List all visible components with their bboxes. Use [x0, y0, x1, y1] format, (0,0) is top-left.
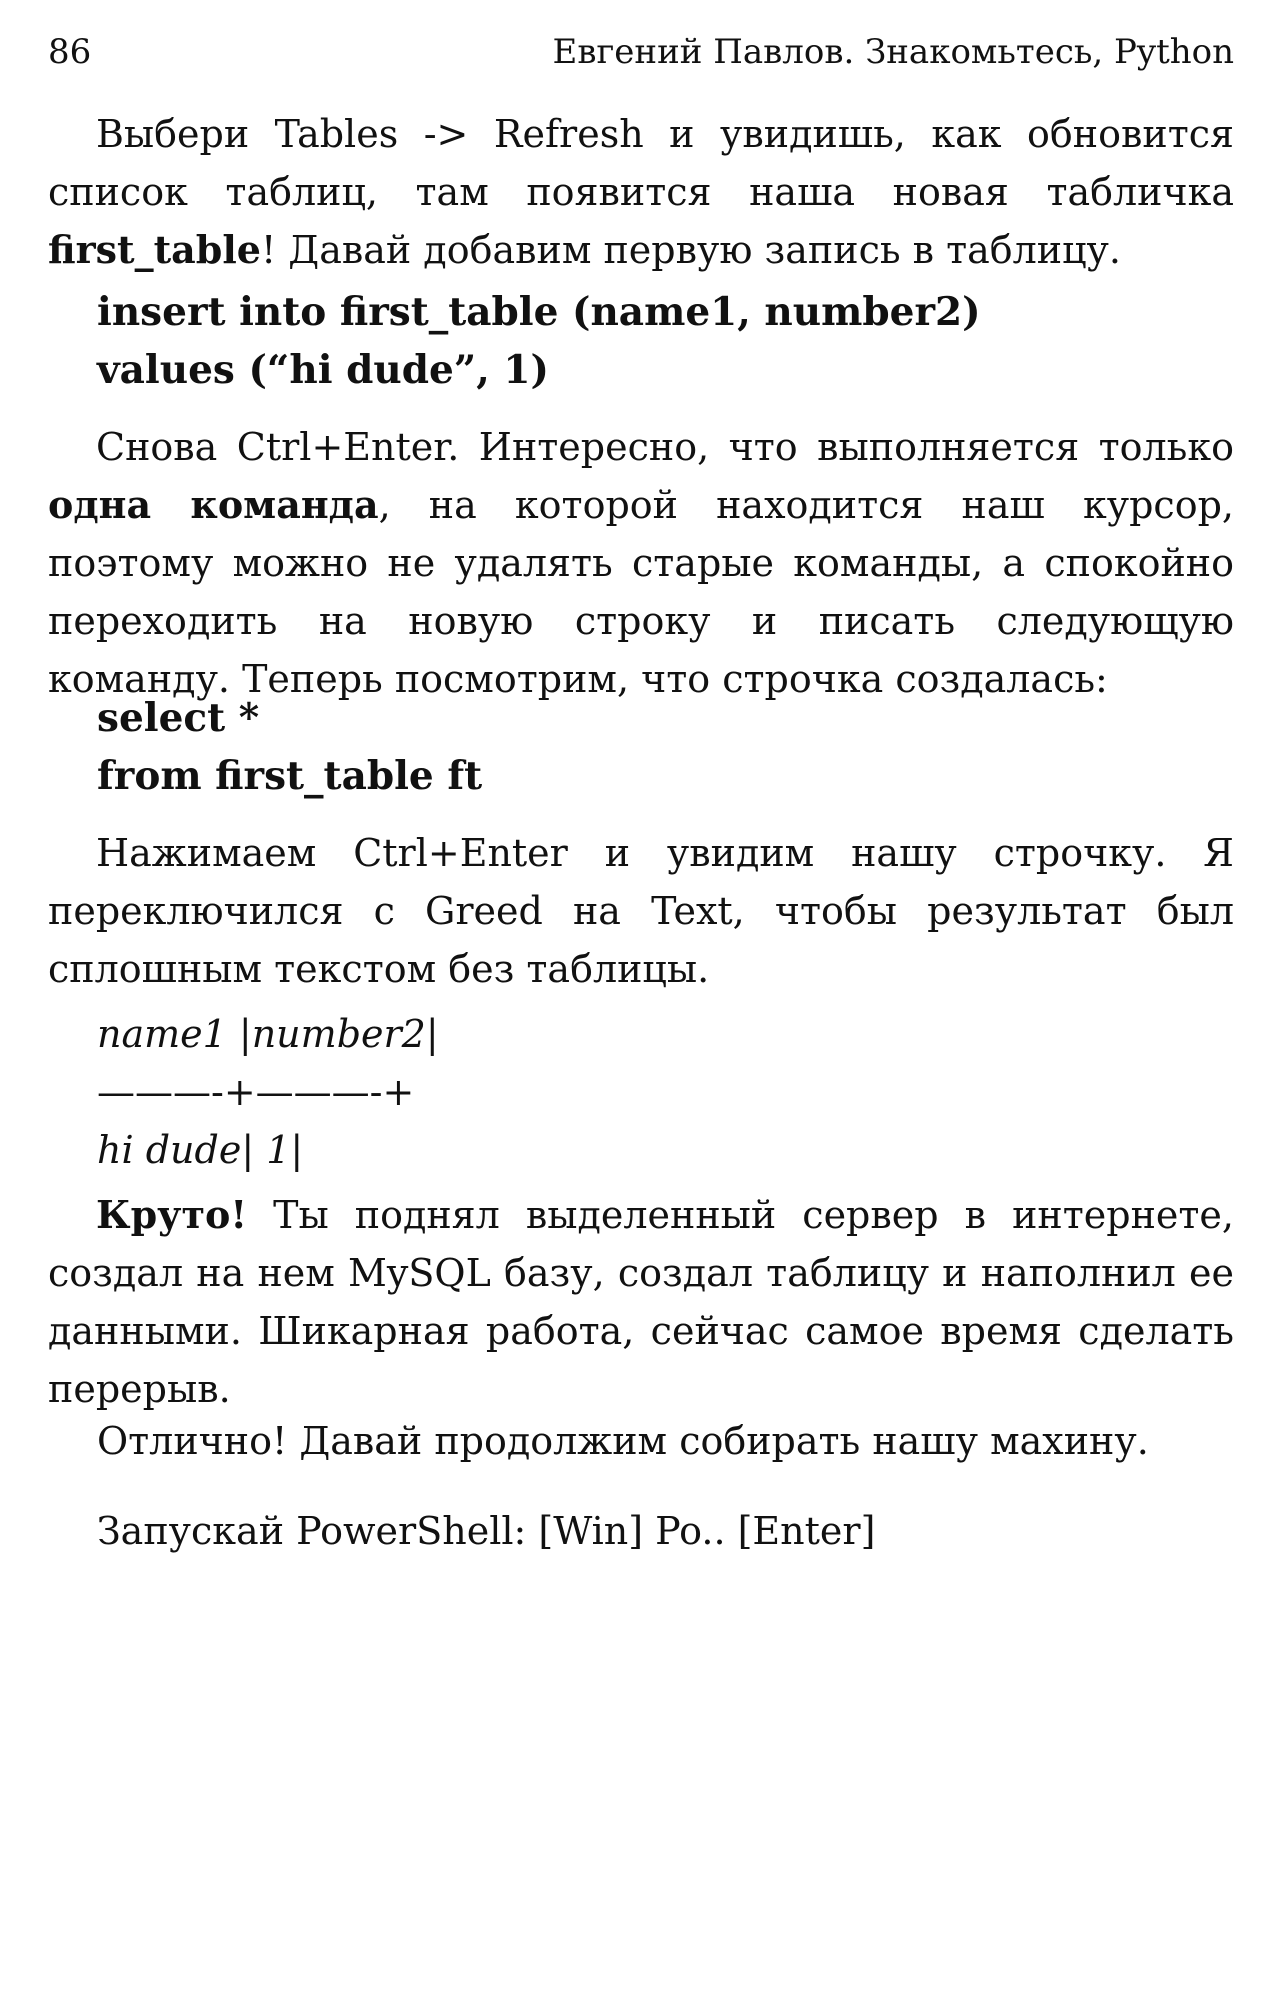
text-run: Нажимаем Ctrl+Enter и увидим нашу строчку. Я переключился с Greed на Text, чтобы результат был сплошным текстом без таблицы.: [48, 831, 1234, 991]
bold-text-run: first_table: [48, 227, 261, 272]
query-result-text: [97, 1005, 439, 1179]
code-line: select *: [97, 695, 260, 741]
code-line: values (“hi dude”, 1): [97, 347, 549, 393]
bold-text-run: Круто!: [96, 1192, 248, 1237]
result-separator-row: ———-+———-+: [97, 1070, 415, 1114]
text-run: ! Давай добавим первую запись в таблицу.: [260, 228, 1121, 272]
closing-line-powershell: Запускай PowerShell: [Win] Po.. [Enter]: [97, 1509, 876, 1553]
paragraph-ctrl-enter: [48, 418, 1234, 708]
running-title: Евгений Павлов. Знакомьтесь, Python: [552, 32, 1234, 72]
text-run: Снова Ctrl+Enter. Интересно, что выполняется только: [96, 425, 1234, 469]
result-data-row: hi dude| 1|: [97, 1128, 304, 1172]
paragraph-cool: [48, 1186, 1234, 1418]
result-header-row: name1 |number2|: [97, 1012, 439, 1056]
code-select-statement: [97, 689, 482, 805]
closing-line-continue: Отлично! Давай продолжим собирать нашу махину.: [97, 1419, 1149, 1463]
text-run: Ты поднял выделенный сервер в интернете, создал на нем MySQL базу, создал таблицу и наполнил ее данными. Шикарная работа, сейчас самое время сделать перерыв.: [48, 1193, 1234, 1411]
code-line: from first_table ft: [97, 753, 483, 799]
paragraph-see-row: [48, 824, 1234, 998]
text-run: , на которой находится наш курсор, поэтому можно не удалять старые команды, а спокойно переходить на новую строку и писать следующую команду. Теперь посмотрим, что строчка создалась:: [48, 483, 1234, 701]
code-line: insert into first_table (name1, number2): [97, 289, 981, 335]
page-number: 86: [48, 32, 92, 72]
code-insert-statement: [97, 283, 981, 399]
text-run: Выбери Tables -> Refresh и увидишь, как обновится список таблиц, там появится наша новая табличка: [48, 112, 1234, 214]
paragraph-refresh-tables: [48, 105, 1234, 279]
bold-text-run: одна команда: [48, 482, 379, 527]
